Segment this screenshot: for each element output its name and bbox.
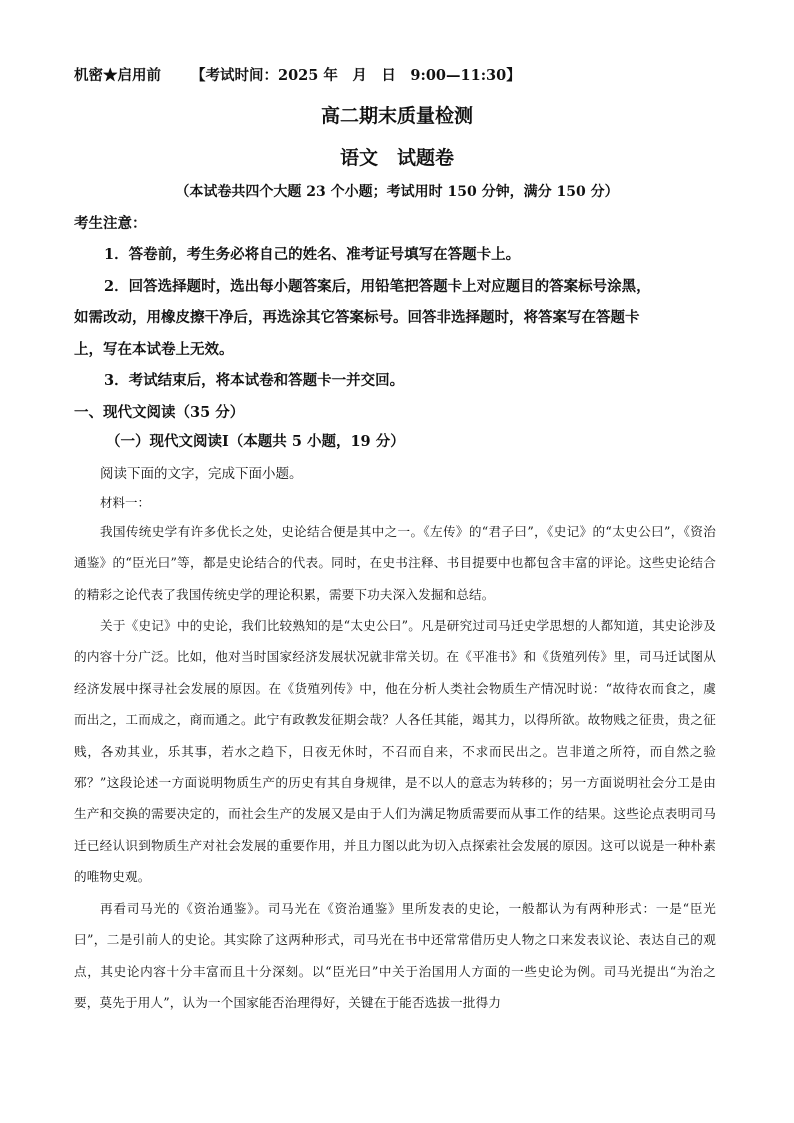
subsection-heading: （一）现代文阅读Ⅰ（本题共 5 小题，19 分） bbox=[106, 433, 405, 450]
reading-instruction: 阅读下面的文字，完成下面小题。 bbox=[100, 466, 303, 482]
notice-item-3: 3．考试结束后，将本试卷和答题卡一并交回。 bbox=[104, 372, 405, 389]
notice-item-2-line-1: 2．回答选择题时，选出每小题答案后，用铅笔把答题卡上对应题目的答案标号涂黑， bbox=[104, 278, 651, 295]
passage-paragraph-1: 我国传统史学有许多优长之处，史论结合便是其中之一。《左传》的“君子曰”，《史记》的“太史公曰”，《资治通鉴》的“臣光曰”等，都是史论结合的代表。同时，在史书注释、书目提要中也都包含丰富的评论。这些史论结合的精彩之论代表了我国传统史学的理论积累，需要下功夫深入发掘和总结。 bbox=[74, 524, 716, 602]
material-label: 材料一： bbox=[100, 495, 151, 510]
notice-item-1: 1．答卷前，考生务必将自己的姓名、准考证号填写在答题卡上。 bbox=[104, 246, 521, 263]
exam-info: （本试卷共四个大题 23 个小题；考试用时 150 分钟，满分 150 分） bbox=[175, 184, 619, 200]
passage-paragraph-3: 再看司马光的《资治通鉴》。司马光在《资治通鉴》里所发表的史论，一般都认为有两种形式：一是“臣光曰”，二是引前人的史论。其实除了这两种形式，司马光在书中还常常借历史人物之口来发表议论、表达自己的观点，其史论内容十分丰富而且十分深刻。以“臣光曰”中关于治国用人方面的一些史论为例。司马光提出“为治之要，莫先于用人”，认为一个国家能否治理得好，关键在于能否选拔一批得力 bbox=[74, 901, 716, 1011]
exam-title: 高二期末质量检测 bbox=[320, 105, 473, 127]
notice-item-2-line-3: 上，写在本试卷上无效。 bbox=[74, 341, 234, 358]
exam-header bbox=[74, 64, 521, 85]
notice-heading: 考生注意： bbox=[74, 215, 147, 232]
section-heading: 一、现代文阅读（35 分） bbox=[74, 404, 245, 421]
confidential-label: 机密★启用前 bbox=[74, 67, 161, 84]
notice-item-2-line-2: 如需改动，用橡皮擦干净后，再选涂其它答案标号。回答非选择题时，将答案写在答题卡 bbox=[74, 309, 640, 326]
passage-paragraph-2: 关于《史记》中的史论，我们比较熟知的是“太史公曰”。凡是研究过司马迁史学思想的人都知道，其史论涉及的内容十分广泛。比如，他对当时国家经济发展状况就非常关切。在《平准书》和《货殖列传》里，司马迁试图从经济发展中探寻社会发展的原因。在《货殖列传》中，他在分析人类社会物质生产情况时说：“故待农而食之，虞而出之，工而成之，商而通之。此宁有政教发征期会哉？人各任其能，竭其力，以得所欲。故物贱之征贵，贵之征贱，各劝其业，乐其事，若水之趋下，日夜无休时，不召而自来，不求而民出之。岂非道之所符，而自然之验邪？”这段论述一方面说明物质生产的历史有其自身规律，是不以人的意志为转移的；另一方面说明社会分工是由生产和交换的需要决定的，而社会生产的发展又是由于人们为满足物质需要而从事工作的结果。这些论点表明司马迁已经认识到物质生产对社会发展的重要作用，并且力图以此为切入点探索社会发展的原因。这可以说是一种朴素的唯物史观。 bbox=[74, 618, 716, 885]
exam-time: 【考试时间：2025 年 月 日 9:00—11:30】 bbox=[191, 67, 521, 84]
subject-title: 语文 试题卷 bbox=[339, 147, 454, 169]
